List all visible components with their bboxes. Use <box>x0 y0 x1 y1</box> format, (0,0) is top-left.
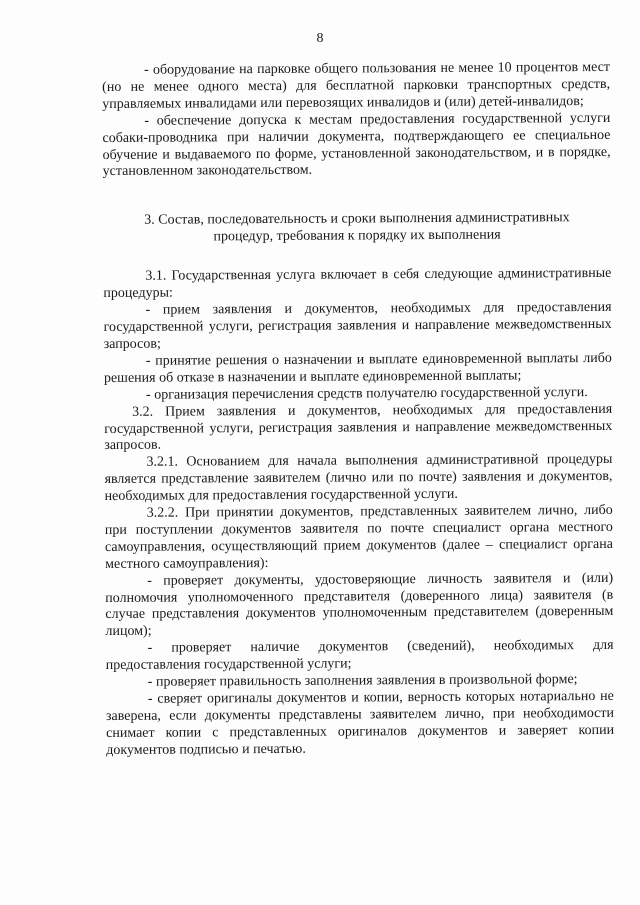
list-item-transfer: - организация перечисления средств получателю государственной услуги. <box>145 384 588 403</box>
page-number: 8 <box>316 31 324 46</box>
paragraph-3-2: 3.2. Прием заявления и документов, необходимых для предоставления государственной услуги, регистрация заявления и направление межведомственных запросов. <box>104 401 613 454</box>
list-item-reception: - прием заявления и документов, необходимых для предоставления государственной услуги, регистрация заявления и направление межведомственных запросов; <box>103 300 612 352</box>
list-item-verify-copies: - сверяет оригиналы документов и копии, верность которых нотариально не заверена, если документы представлены заявителем лично, при необходимости снимает копии с представленных оригиналов документов и заверяет копии документов подписью и печатью. <box>105 688 615 758</box>
paragraph-guide-dog: - обеспечение допуска к местам предоставления государственной услуги собаки-проводника при наличии документа, подтверждающего ее специальное обучение и выдаваемого по форме, установленной законодательством, и в порядке, установленном законодательством. <box>102 110 611 180</box>
section-heading: 3. Состав, последовательность и сроки выполнения административных процедур, требования к порядку их выполнения <box>144 210 570 245</box>
paragraph-3-2-2: 3.2.2. При принятии документов, представленных заявителем лично, либо при поступлении документов заявителя по почте специалист органа местного самоуправления, осуществляющий прием документов (далее – специалист органа местного самоуправления): <box>104 502 613 572</box>
list-item-check-identity: - проверяет документы, удостоверяющие личность заявителя и (или) полномочия уполномоченного представителя (доверенного лица) заявителя (в случае представления документов уполномоченным представителем (доверенным лицом); <box>105 570 614 640</box>
list-item-check-form: - проверяет правильность заполнения заявления в произвольной форме; <box>147 672 578 690</box>
paragraph-3-2-1: 3.2.1. Основанием для начала выполнения административной процедуры является представление заявителем (лично или по почте) заявления и документов, необходимых для предоставления государственной услуги. <box>104 452 613 505</box>
list-item-decision: - принятие решения о назначении и выплате единовременной выплаты либо решения об отказе в назначении и выплате единовременной выплаты; <box>103 350 612 386</box>
document-body <box>102 60 614 760</box>
paragraph-3-1: 3.1. Государственная услуга включает в себя следующие административные процедуры: <box>103 266 612 302</box>
paragraph-parking: - оборудование на парковке общего пользования не менее 10 процентов мест (но не менее одного места) для бесплатной парковки транспортных средств, управляемых инвалидами или перевозящих инвалидов и (или) детей-инвалидов; <box>102 59 611 112</box>
list-item-check-documents: - проверяет наличие документов (сведений), необходимых для предоставления государственной услуги; <box>105 638 614 674</box>
